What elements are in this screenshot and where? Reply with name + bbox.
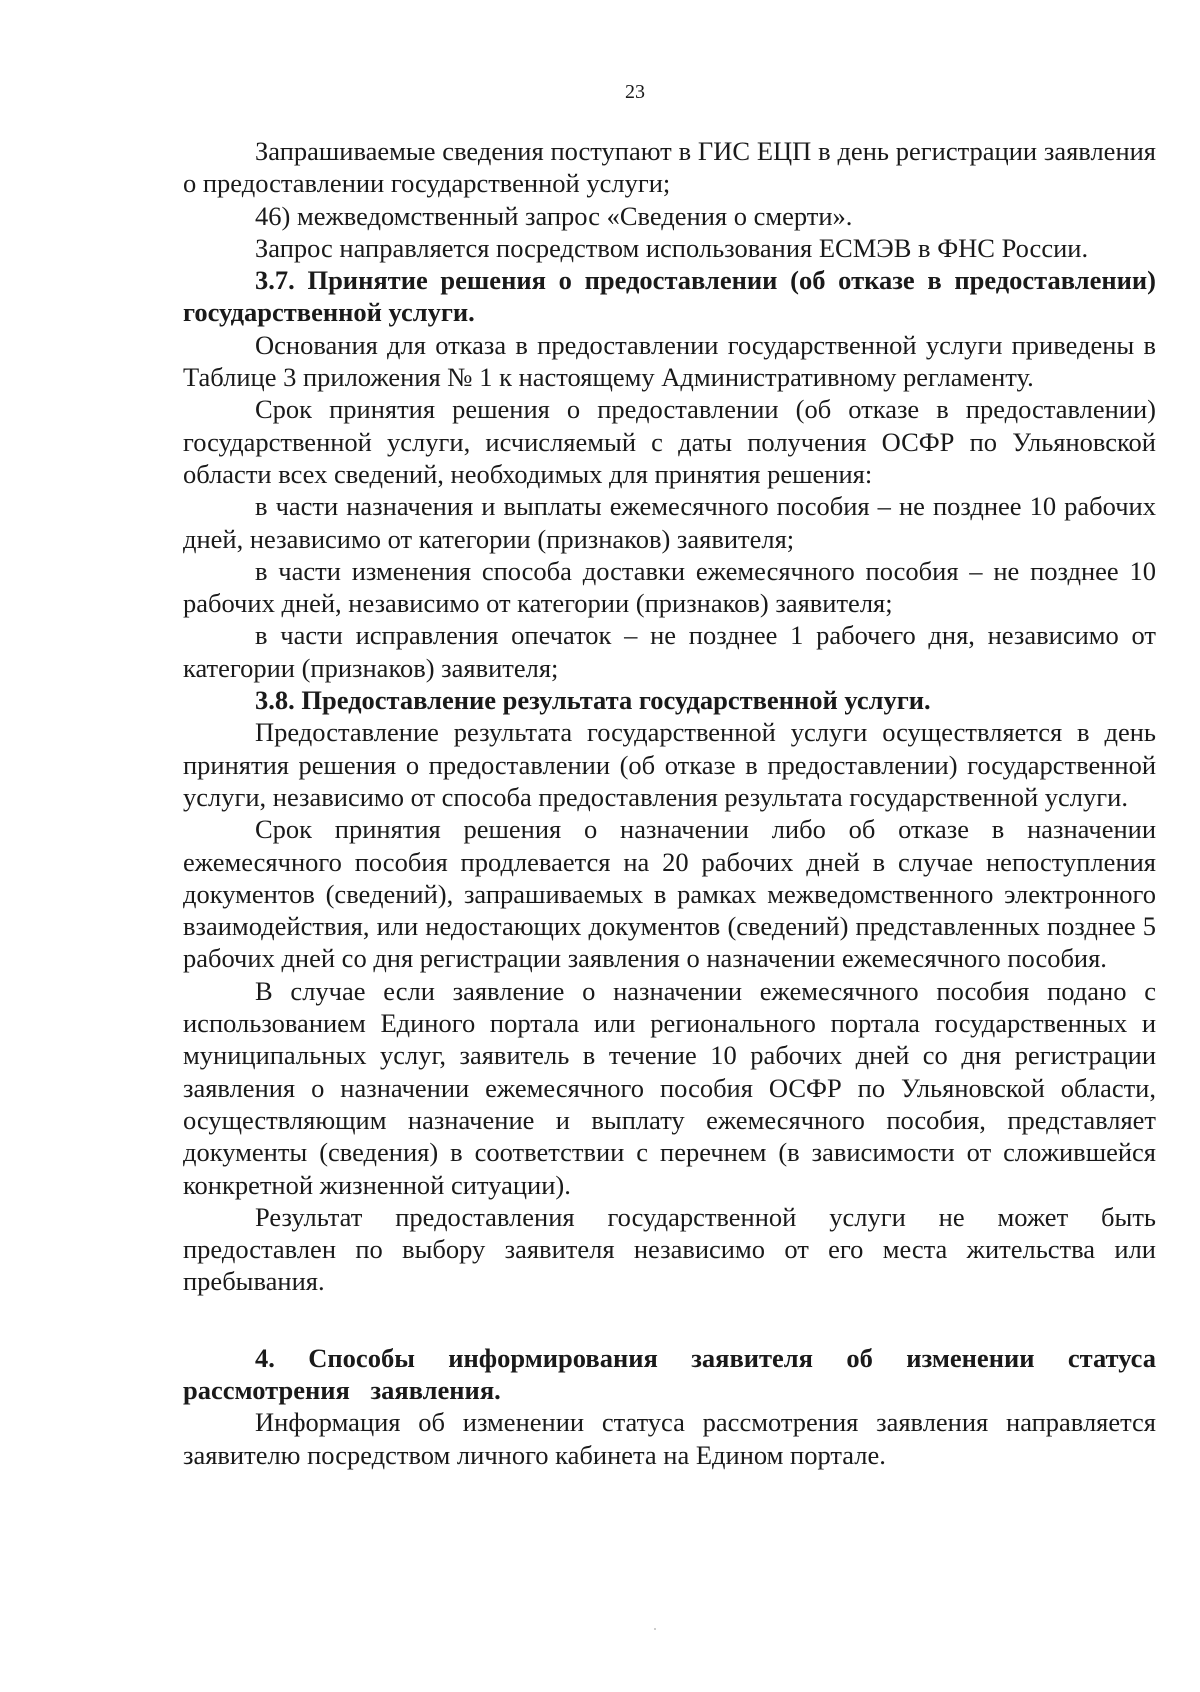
section-heading-4: 4. Способы информирования заявителя об изменении статуса рассмотрения заявления. <box>183 1342 1156 1405</box>
page-number: 23 <box>625 81 645 103</box>
paragraph: в части исправления опечаток – не позднее 1 рабочего дня, независимо от категории (признаков) заявителя; <box>183 620 1156 683</box>
paragraph: Запрос направляется посредством использования ЕСМЭВ в ФНС России. <box>255 232 1089 263</box>
paragraph: в части изменения способа доставки ежемесячного пособия – не позднее 10 рабочих дней, независимо от категории (признаков) заявителя; <box>183 555 1156 619</box>
paragraph: Предоставление результата государственной услуги осуществляется в день принятия решения о предоставлении (об отказе в предоставлении) государственной услуги, независимо от способа предоставления результата государственной услуги. <box>183 717 1156 812</box>
paragraph: Информация об изменении статуса рассмотрения заявления направляется заявителю посредством личного кабинета на Едином портале. <box>183 1407 1156 1470</box>
paragraph: Результат предоставления государственной услуги не может быть предоставлен по выбору заявителя независимо от его места жительства или пребывания. <box>183 1201 1156 1297</box>
scan-speck <box>654 1628 656 1630</box>
paragraph: в части назначения и выплаты ежемесячного пособия – не позднее 10 рабочих дней, независимо от категории (признаков) заявителя; <box>183 491 1156 554</box>
document-body <box>183 135 1156 1471</box>
subsection-heading-3-7: 3.7. Принятие решения о предоставлении (об отказе в предоставлении) государственной услуги. <box>183 265 1156 328</box>
paragraph: Срок принятия решения о предоставлении (об отказе в предоставлении) государственной услуги, исчисляемый с даты получения ОСФР по Ульяновской области всех сведений, необходимых для принятия решения: <box>183 394 1156 489</box>
paragraph: В случае если заявление о назначении ежемесячного пособия подано с использованием Единого портала или регионального портала государственных и муниципальных услуг, заявитель в течение 10 рабочих дней со дня регистрации заявления о назначении ежемесячного пособия ОСФР по Ульяновской области, осуществляющим назначение и выплату ежемесячного пособия, представляет документы (сведения) в соответствии с перечнем (в зависимости от сложившейся конкретной жизненной ситуации). <box>183 975 1156 1200</box>
paragraph: Основания для отказа в предоставлении государственной услуги приведены в Таблице 3 приложения № 1 к настоящему Административному регламенту. <box>183 329 1156 393</box>
paragraph: 46) межведомственный запрос «Сведения о смерти». <box>255 200 853 231</box>
subsection-heading-3-8: 3.8. Предоставление результата государственной услуги. <box>255 685 931 716</box>
paragraph: Запрашиваемые сведения поступают в ГИС ЕЦП в день регистрации заявления о предоставлении государственной услуги; <box>183 136 1156 199</box>
paragraph: Срок принятия решения о назначении либо об отказе в назначении ежемесячного пособия продлевается на 20 рабочих дней в случае непоступления документов (сведений), запрашиваемых в рамках межведомственного электронного взаимодействия, или недостающих документов (сведений) представленных позднее 5 рабочих дней со дня регистрации заявления о назначении ежемесячного пособия. <box>183 814 1156 974</box>
